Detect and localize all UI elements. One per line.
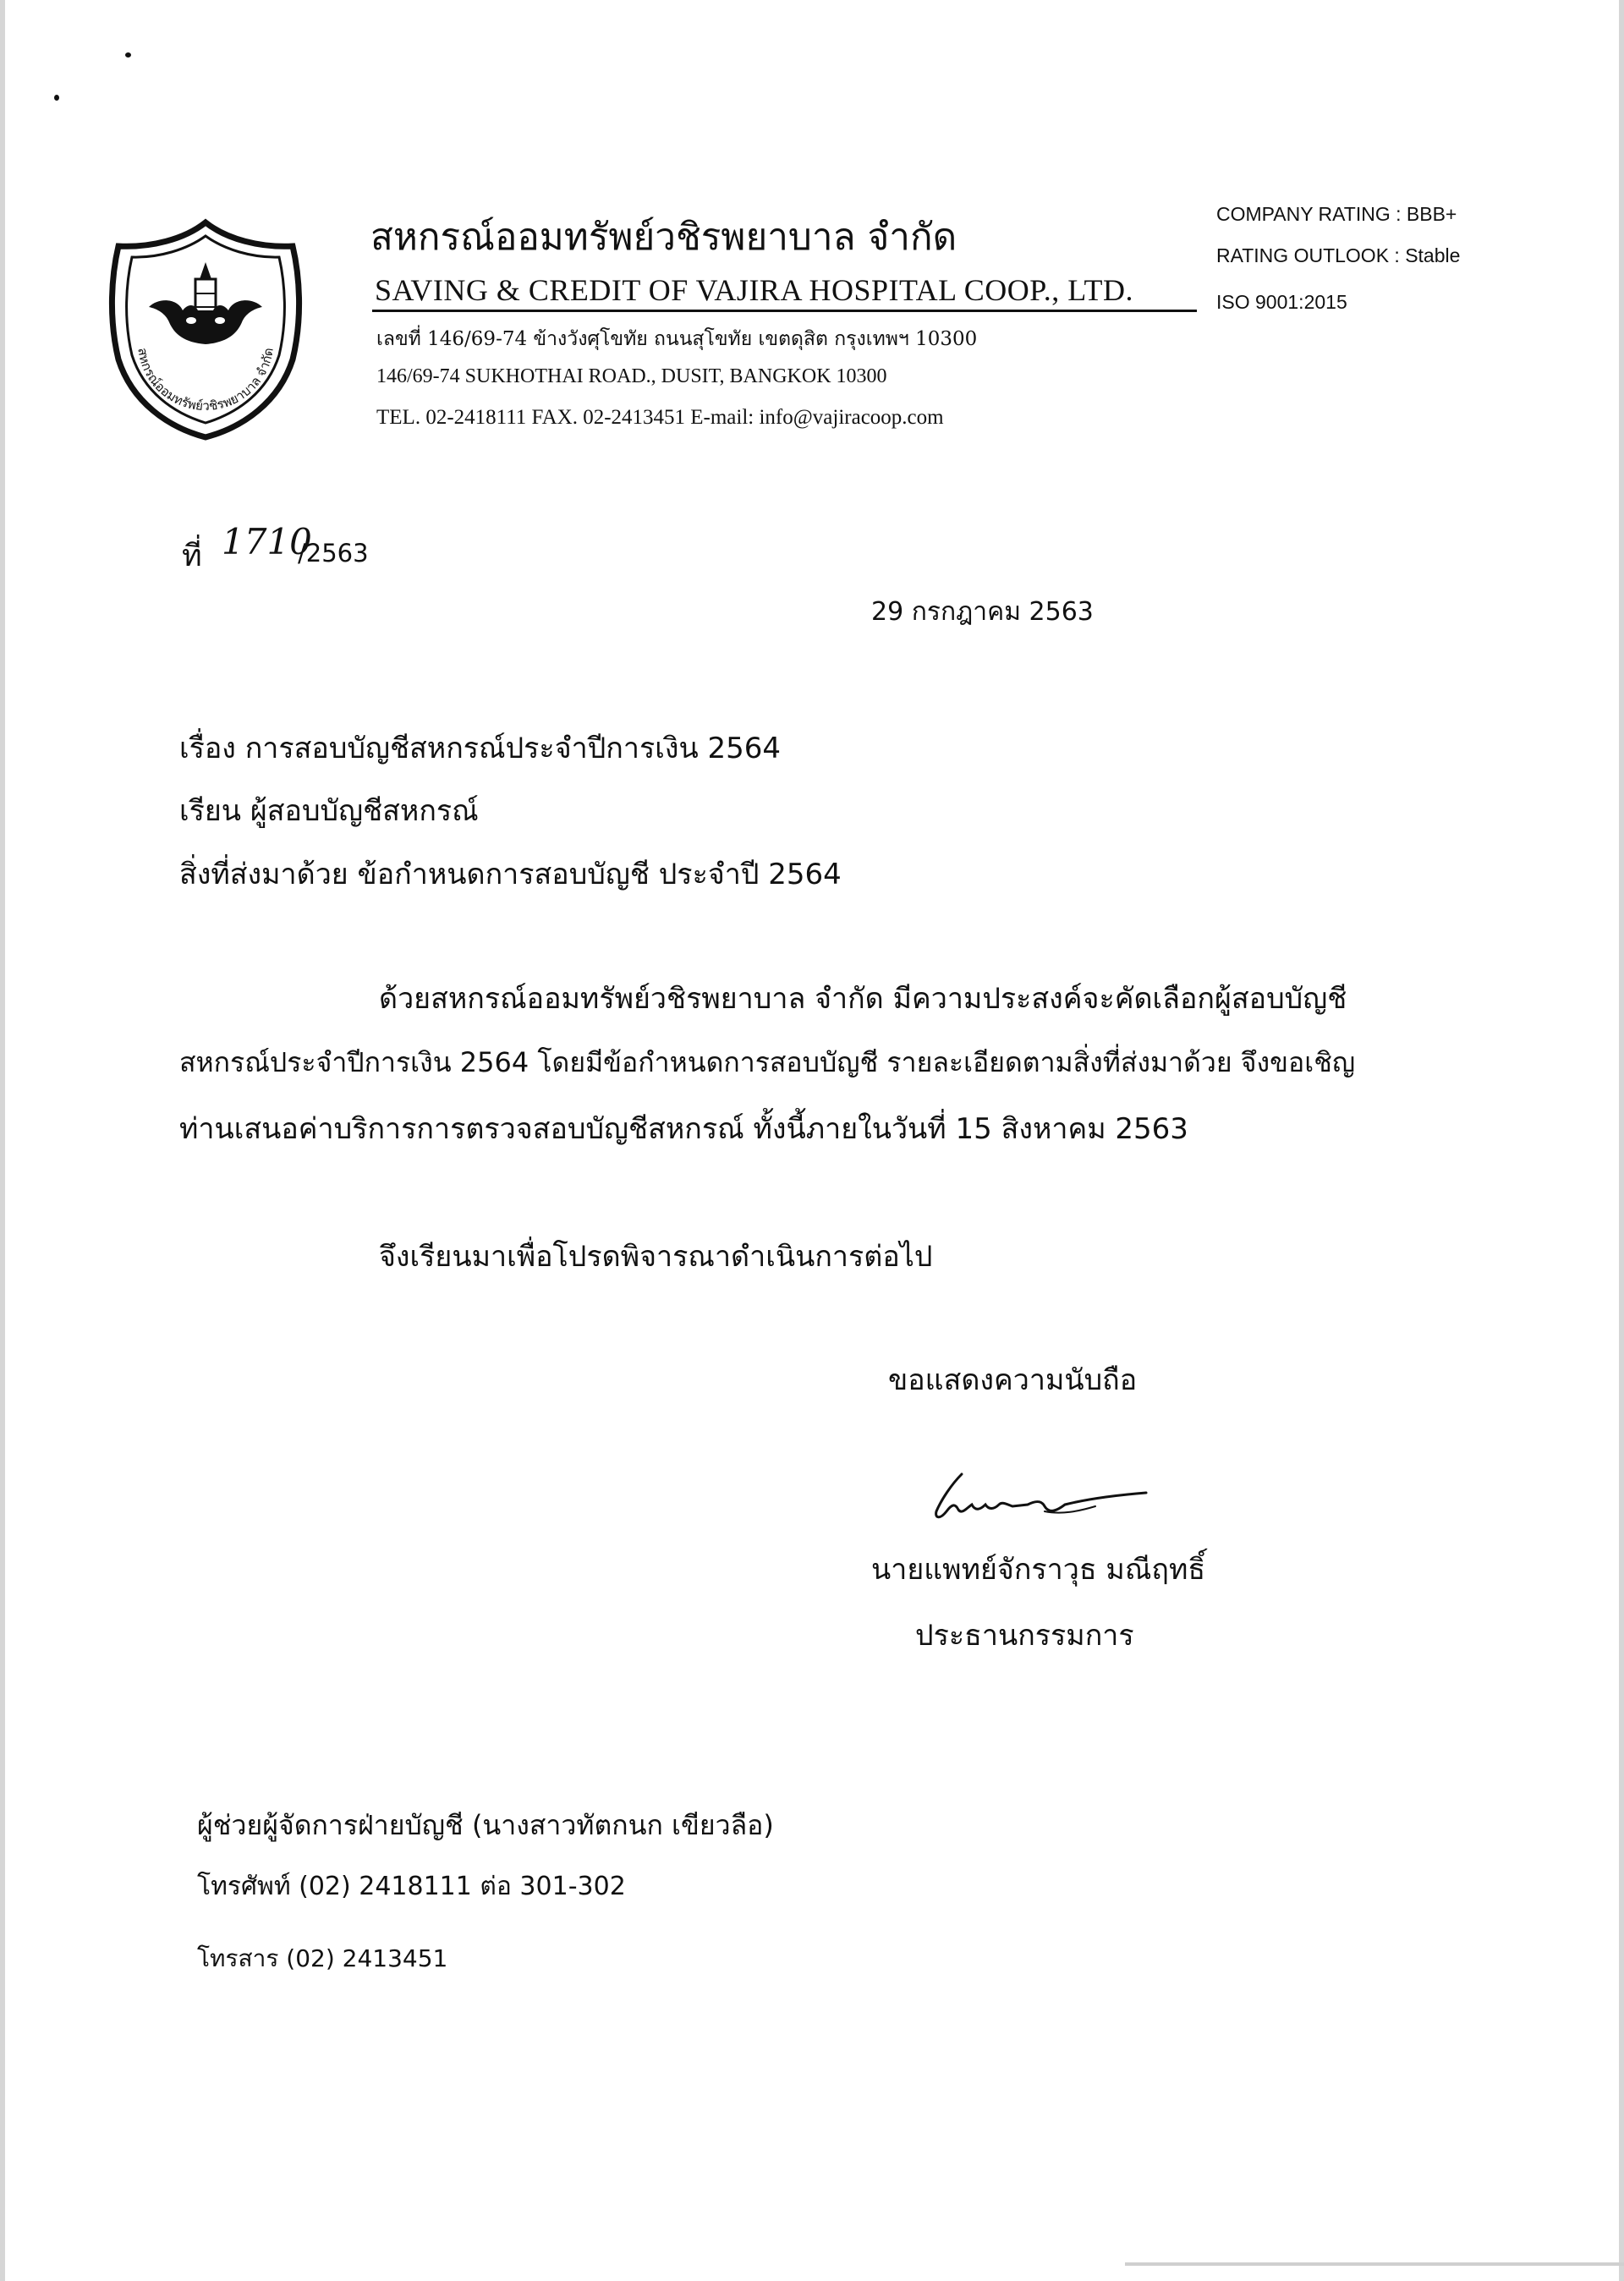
contact-fax: โทรสาร (02) 2413451 (197, 1944, 448, 1972)
logo-seal-text: สหกรณ์ออมทรัพย์วชิรพยาบาล จำกัด (134, 347, 277, 414)
rating-outlook: RATING OUTLOOK : Stable (1216, 244, 1461, 266)
document-number-prefix: ที่ (182, 539, 202, 573)
svg-text:สหกรณ์ออมทรัพย์วชิรพยาบาล จำกั (134, 347, 277, 414)
document-number-handwritten: 1710 (222, 521, 312, 562)
letter-date: 29 กรกฎาคม 2563 (871, 597, 1094, 627)
regards-line: ขอแสดงความนับถือ (888, 1363, 1138, 1397)
recipient-line: เรียน ผู้สอบบัญชีสหกรณ์ (179, 794, 479, 828)
handwritten-signature (909, 1467, 1155, 1544)
company-rating: COMPANY RATING : BBB+ (1216, 203, 1457, 225)
scan-edge-bottom (1125, 2262, 1624, 2266)
scan-edge-left (0, 0, 5, 2281)
signatory-name: นายแพทย์จักราวุธ มณีฤทธิ์ (871, 1553, 1206, 1587)
closing-request: จึงเรียนมาเพื่อโปรดพิจารณาดำเนินการต่อไป (379, 1240, 933, 1274)
body-line-3: ท่านเสนอค่าบริการการตรวจสอบบัญชีสหกรณ์ ทั้งนี้ภายในวันที่ 15 สิงหาคม 2563 (179, 1112, 1188, 1146)
subject-line: เรื่อง การสอบบัญชีสหกรณ์ประจำปีการเงิน 2564 (179, 732, 782, 765)
address-english: 146/69-74 SUKHOTHAI ROAD., DUSIT, BANGKOK 10300 (376, 365, 887, 387)
body-line-2: สหกรณ์ประจำปีการเงิน 2564 โดยมีข้อกำหนดการสอบบัญชี รายละเอียดตามสิ่งที่ส่งมาด้วย จึงขอเชิญ (179, 1046, 1356, 1078)
contact-phone: โทรศัพท์ (02) 2418111 ต่อ 301-302 (197, 1872, 626, 1901)
signatory-title: ประธานกรรมการ (915, 1619, 1134, 1653)
scan-speck (125, 52, 131, 58)
org-name-english: SAVING & CREDIT OF VAJIRA HOSPITAL COOP., LTD. (375, 273, 1133, 307)
body-line-1: ด้วยสหกรณ์ออมทรัพย์วชิรพยาบาล จำกัด มีความประสงค์จะคัดเลือกผู้สอบบัญชี (379, 982, 1347, 1016)
scan-speck (54, 95, 59, 101)
document-number-year: /2563 (298, 539, 369, 568)
address-thai: เลขที่ 146/69-74 ข้างวังศุโขทัย ถนนสุโขทัย เขตดุสิต กรุงเทพฯ 10300 (376, 328, 978, 350)
contact-line: TEL. 02-2418111 FAX. 02-2413451 E-mail: info@vajiracoop.com (376, 406, 944, 429)
letterhead-rule (372, 310, 1197, 312)
scan-edge-right (1619, 0, 1624, 2281)
contact-person: ผู้ช่วยผู้จัดการฝ่ายบัญชี (นางสาวทัตกนก เขียวลือ) (197, 1809, 774, 1841)
coop-logo-seal (100, 216, 311, 444)
iso-certification: ISO 9001:2015 (1216, 291, 1347, 313)
enclosure-line: สิ่งที่ส่งมาด้วย ข้อกำหนดการสอบบัญชี ประจำปี 2564 (179, 858, 842, 891)
org-name-thai: สหกรณ์ออมทรัพย์วชิรพยาบาล จำกัด (370, 216, 957, 259)
